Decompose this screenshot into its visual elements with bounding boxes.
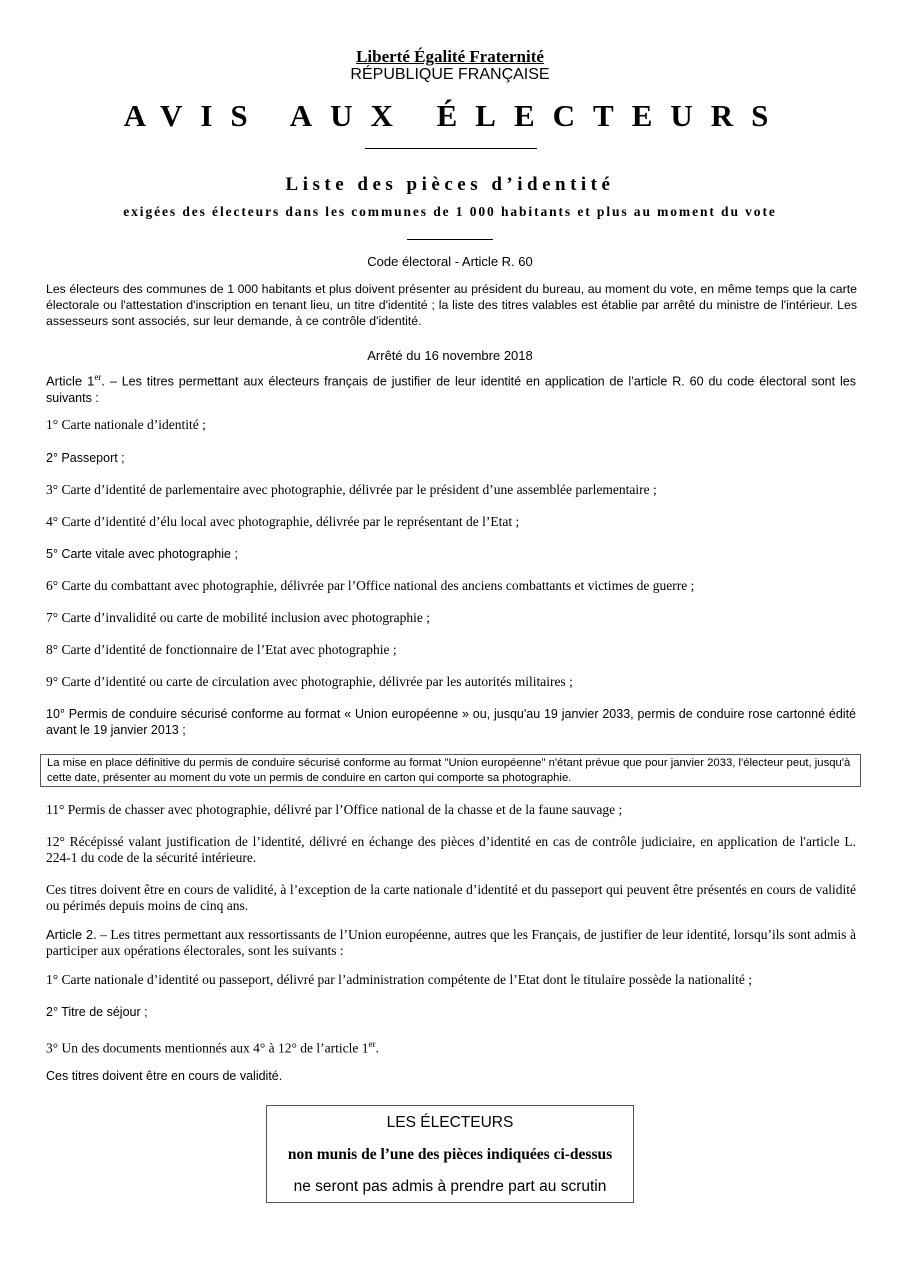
article-1-validity: Ces titres doivent être en cours de validité, à l’exception de la carte nationale d’identité et du passeport qui peuvent être présentés en cours de validité ou périmés depuis moins de cinq ans.: [46, 882, 856, 913]
article-2-text: – Les titres permettant aux ressortissants de l’Union européenne, autres que les Français, de justifier de leur identité, lorsqu’ils sont admis à participer aux opérations électorales, sont les suivants :: [46, 927, 856, 958]
arrete-reference: Arrêté du 16 novembre 2018: [367, 348, 533, 363]
article-2-item-3-sup: er: [368, 1039, 376, 1049]
article-1-item: 10° Permis de conduire sécurisé conforme au format « Union européenne » ou, jusqu'au 19 janvier 2033, permis de conduire rose cartonné édité avant le 19 janvier 2013 ;: [46, 707, 856, 737]
article-2-intro: [46, 927, 856, 959]
article-1-item: 4° Carte d’identité d’élu local avec photographie, délivrée par le représentant de l’Etat ;: [46, 514, 520, 529]
article-1-sup: er: [94, 372, 102, 382]
final-notice-box: [266, 1105, 634, 1203]
article-1-item: 1° Carte nationale d’identité ;: [46, 417, 206, 432]
article-2-item: [46, 1036, 856, 1057]
final-notice-heading: LES ÉLECTEURS: [386, 1114, 514, 1131]
article-2-label: Article 2.: [46, 927, 97, 942]
article-1-item: 7° Carte d’invalidité ou carte de mobilité inclusion avec photographie ;: [46, 610, 431, 625]
article-1-label: Article 1: [46, 373, 95, 389]
article-2-item-3: 3° Un des documents mentionnés aux 4° à 12° de l’article 1: [46, 1040, 369, 1056]
republic-motto: Liberté Égalité Fraternité: [356, 47, 544, 66]
page-title: AVIS AUX ÉLECTEURS: [123, 98, 787, 133]
article-1-item: 6° Carte du combattant avec photographie, délivrée par l’Office national des anciens combattants et victimes de guerre ;: [46, 578, 695, 593]
article-1-item: 5° Carte vitale avec photographie ;: [46, 547, 238, 561]
article-1-item: 2° Passeport ;: [46, 451, 125, 465]
article-2-validity: Ces titres doivent être en cours de validité.: [46, 1069, 283, 1083]
list-title: Liste des pièces d’identité: [285, 174, 615, 195]
article-1-item: 12° Récépissé valant justification de l’identité, délivré en échange des pièces d’identité en cas de contrôle judiciaire, en application de l'article L. 224-1 du code de la sécurité intérieure.: [46, 834, 856, 865]
article-1-item: 8° Carte d’identité de fonctionnaire de l’Etat avec photographie ;: [46, 642, 397, 657]
article-2-item-3-end: .: [375, 1040, 379, 1056]
code-reference: Code électoral - Article R. 60: [367, 254, 533, 269]
final-notice-consequence: ne seront pas admis à prendre part au scrutin: [293, 1178, 607, 1195]
final-notice-condition: non munis de l’une des pièces indiquées ci-dessus: [287, 1146, 613, 1163]
article-2-item: 2° Titre de séjour ;: [46, 1005, 148, 1019]
title-divider: [365, 148, 537, 149]
article-1-item: 3° Carte d’identité de parlementaire avec photographie, délivrée par le président d’une assemblée parlementaire ;: [46, 482, 657, 497]
article-2-item: 1° Carte nationale d’identité ou passeport, délivré par l’administration compétente de l’Etat dont le titulaire possède la nationalité ;: [46, 972, 753, 987]
article-1-item: 9° Carte d’identité ou carte de circulation avec photographie, délivrée par les autorités militaires ;: [46, 674, 573, 689]
republic-name: RÉPUBLIQUE FRANÇAISE: [350, 66, 550, 83]
article-1-item: 11° Permis de chasser avec photographie, délivré par l’Office national de la chasse et de la faune sauvage ;: [46, 802, 623, 817]
list-subtitle: exigées des électeurs dans les communes de 1 000 habitants et plus au moment du vote: [123, 204, 777, 219]
driving-licence-notice: La mise en place définitive du permis de conduire sécurisé conforme au format "Union européenne" n'étant prévue que pour janvier 2033, l'électeur peut, jusqu'à cette date, présenter au moment du vote un permis de conduire en carton qui comporte sa photographie.: [40, 754, 861, 787]
article-1-intro: [46, 369, 856, 406]
article-1-text: . – Les titres permettant aux électeurs français de justifier de leur identité en application de l’article R. 60 du code électoral sont les suivants :: [46, 374, 856, 405]
intro-paragraph: Les électeurs des communes de 1 000 habitants et plus doivent présenter au président du bureau, au moment du vote, en même temps que la carte électorale ou l'attestation d'inscription en tenant lieu, un titre d'identité ; la liste des titres valables est établie par arrêté du ministre de l'intérieur. Les assesseurs sont associés, sur leur demande, à ce contrôle d'identité.: [46, 282, 857, 328]
subtitle-divider: [407, 239, 493, 240]
